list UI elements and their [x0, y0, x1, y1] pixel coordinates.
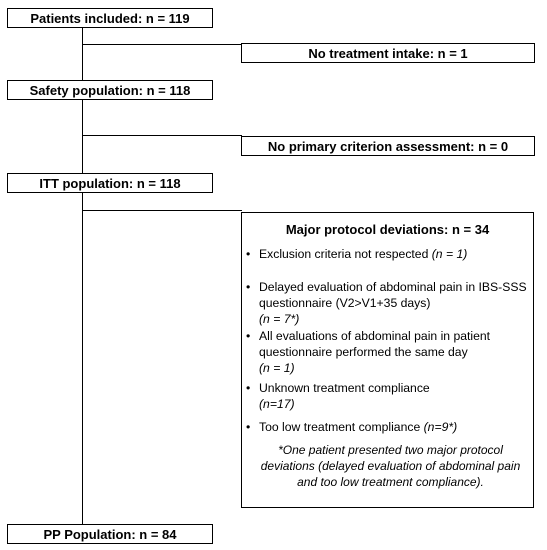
- main-flow-line: [82, 26, 83, 524]
- deviation-count: (n = 1): [259, 361, 295, 375]
- bullet-icon: •: [246, 247, 251, 261]
- no-treatment-label: No treatment intake: n = 1: [308, 45, 468, 61]
- deviations-title: Major protocol deviations: n = 34: [285, 222, 490, 237]
- connector-no-treatment: [82, 44, 242, 45]
- deviation-item: [242, 419, 529, 435]
- deviations-footnote: *One patient presented two major protocol deviations (delayed evaluation of abdominal pain and too low treatment compliance).: [260, 443, 521, 489]
- deviation-count: (n=17): [259, 397, 295, 411]
- pp-population-box: [7, 524, 213, 544]
- patients-included-label: Patients included: n = 119: [30, 10, 190, 26]
- connector-no-primary: [82, 135, 242, 136]
- itt-population-label: ITT population: n = 118: [39, 175, 181, 191]
- deviation-text: Unknown treatment compliance: [259, 381, 430, 395]
- deviation-text: Delayed evaluation of abdominal pain in IBS-SSS questionnaire (V2>V1+35 days): [259, 280, 527, 310]
- deviation-item: [242, 279, 529, 327]
- patients-included-box: [7, 8, 213, 28]
- pp-population-label: PP Population: n = 84: [43, 526, 177, 542]
- safety-population-box: [7, 80, 213, 100]
- deviation-count: (n=9*): [423, 420, 458, 434]
- deviation-text: All evaluations of abdominal pain in patient questionnaire performed the same day: [259, 329, 491, 359]
- deviation-item: [242, 380, 529, 412]
- protocol-deviations-box: [241, 212, 534, 508]
- no-primary-box: [241, 136, 535, 156]
- bullet-icon: •: [246, 329, 251, 343]
- deviation-text: Too low treatment compliance: [259, 420, 421, 434]
- no-treatment-box: [241, 43, 535, 63]
- deviation-text: Exclusion criteria not respected: [259, 247, 429, 261]
- deviation-item: [242, 246, 529, 262]
- deviation-count: (n = 7*): [259, 312, 300, 326]
- deviation-count: (n = 1): [431, 247, 468, 261]
- safety-population-label: Safety population: n = 118: [29, 82, 191, 98]
- itt-population-box: [7, 173, 213, 193]
- bullet-icon: •: [246, 381, 251, 395]
- no-primary-label: No primary criterion assessment: n = 0: [267, 138, 509, 154]
- connector-deviations: [82, 210, 242, 211]
- deviation-item: [242, 328, 529, 376]
- bullet-icon: •: [246, 420, 251, 434]
- bullet-icon: •: [246, 280, 251, 294]
